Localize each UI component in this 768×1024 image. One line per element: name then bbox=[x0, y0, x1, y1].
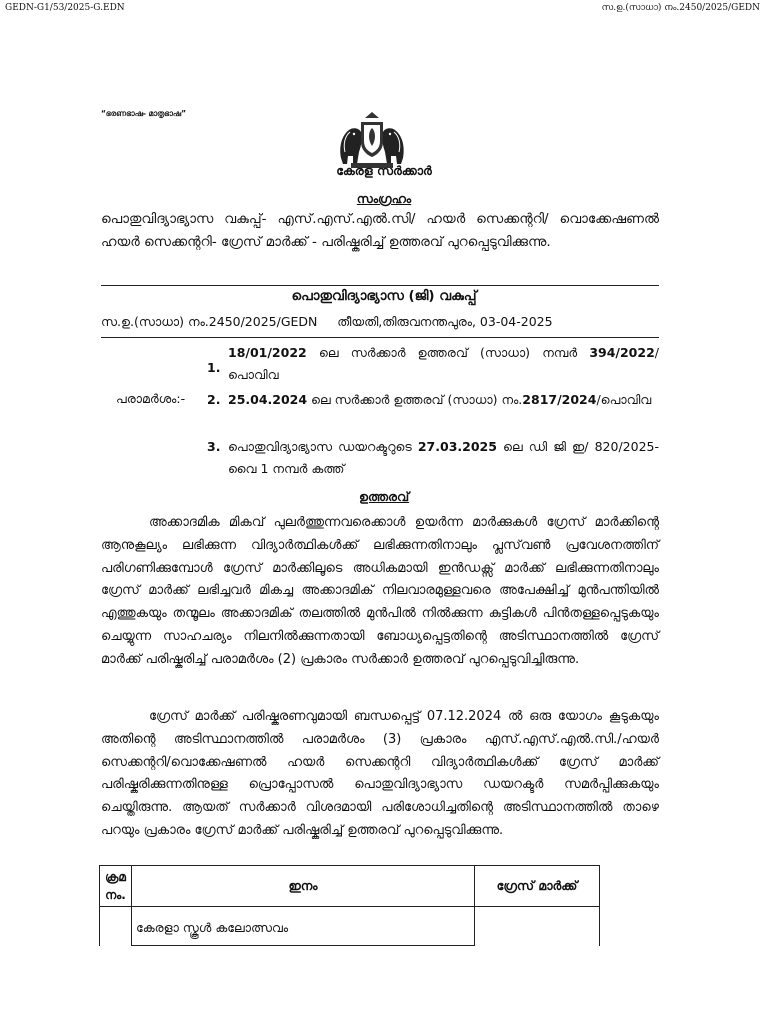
divider-top bbox=[101, 285, 659, 286]
kerala-emblem-icon bbox=[337, 108, 407, 170]
reference-number: 1. bbox=[207, 360, 221, 375]
column-header-serial: ക്രമ നം. bbox=[100, 866, 132, 907]
order-number-date: സ.ഉ.(സാധാ) നം.2450/2025/GEDN തീയതി,തിരുവനന്തപുരം, 03-04-2025 bbox=[101, 314, 553, 329]
department-title: പൊതുവിദ്യാഭ്യാസ (ജി) വകുപ്പ് bbox=[291, 288, 477, 304]
column-header-item: ഇനം bbox=[132, 866, 475, 907]
paragraph-text: അക്കാദമിക മികവ് പുലർത്തുന്നവരെക്കാൾ ഉയർന്ന മാർക്കുകൾ ഗ്രേസ് മാർക്കിന്റെ ആനുകൂല്യം ലഭിക്കുന്ന വിദ്യാർത്ഥികൾക്ക് ലഭിക്കുന്നതിനാലും പ്ലസ്‌വൺ പ്രവേശനത്തിന് പരിഗണിക്കുമ്പോൾ ഗ്രേസ് മാർക്കിലൂടെ അധികമായി ഇൻഡക്സ് മാർക്ക് ലഭിക്കുന്നതിനാലും ഗ്രേസ് മാർക്ക് ലഭിച്ചവർ മികച്ച അക്കാദമിക് നിലവാരമുള്ളവരെ അപേക്ഷിച്ച് മുൻപന്തിയിൽ എത്തുകയും തന്മൂലം അക്കാദമിക് തലത്തിൽ മുൻപിൽ നിൽക്കുന്ന കുട്ടികൾ പിൻതള്ളപ്പെടുകയും ചെയ്യുന്ന സാഹചര്യം നിലനിൽക്കുന്നതായി ബോധ്യപ്പെട്ടതിന്റെ അടിസ്ഥാനത്തിൽ ഗ്രേസ് മാർക്ക് പരിഷ്കരിച്ച് പരാമർശം (2) പ്രകാരം സർക്കാർ ഉത്തരവ് പുറപ്പെടുവിച്ചിരുന്നു. bbox=[101, 515, 659, 667]
reference-suffix: /പൊവിവ bbox=[228, 345, 659, 382]
reference-text: പൊതുവിദ്യാഭ്യാസ ഡയറക്ടറുടെ bbox=[228, 439, 418, 454]
motto: “ഭരണഭാഷ- മാതൃഭാഷ” bbox=[101, 109, 187, 118]
reference-number: 2. bbox=[207, 392, 221, 407]
references-label: പരാമർശം:- bbox=[116, 391, 186, 406]
reference-item bbox=[207, 436, 659, 480]
reference-number-bold: 27.03.2025 bbox=[417, 439, 497, 454]
summary-heading: സംഗ്രഹം bbox=[356, 191, 412, 206]
reference-suffix: /പൊവിവ bbox=[596, 392, 652, 407]
reference-number-bold: 394/2022 bbox=[589, 345, 655, 360]
order-paragraph-1 bbox=[101, 512, 659, 672]
grace-mark-table bbox=[99, 865, 600, 946]
reference-item bbox=[207, 342, 659, 386]
reference-item bbox=[207, 389, 659, 411]
order-paragraph-2 bbox=[101, 706, 659, 843]
order-heading: ഉത്തരവ് bbox=[358, 489, 410, 504]
reference-suffix: ലെ ഡി ജി ഇ/ 820/2025-വൈ 1 നമ്പർ കത്ത് bbox=[228, 439, 659, 476]
reference-number-bold: 2817/2024 bbox=[522, 392, 597, 407]
reference-date: 18/01/2022 bbox=[228, 345, 307, 360]
column-header-grace-mark: ഗ്രേസ് മാർക്ക് bbox=[475, 866, 600, 907]
table-cell-serial bbox=[100, 907, 132, 946]
table-cell-grace-mark bbox=[475, 907, 600, 946]
table-row bbox=[100, 907, 600, 946]
table-cell-item: കേരളാ സ്കൂൾ കലോത്സവം bbox=[132, 907, 475, 946]
reference-text: ലെ സർക്കാർ ഉത്തരവ് (സാധാ) നമ്പർ bbox=[306, 345, 590, 360]
reference-date: 25.04.2024 bbox=[228, 392, 308, 407]
order-subject: പൊതുവിദ്യാഭ്യാസ വകുപ്പ്- എസ്.എസ്.എൽ.സി/ ഹയർ സെക്കന്ററി/ വൊക്കേഷണൽ ഹയർ സെക്കന്ററി- ഗ്രേസ് മാർക്ക് - പരിഷ്കരിച്ച് ഉത്തരവ് പുറപ്പെടുവിക്കുന്നു. bbox=[101, 211, 659, 250]
table-header-row bbox=[100, 866, 600, 907]
reference-number: 3. bbox=[207, 439, 221, 454]
document-code-left: GEDN-G1/53/2025-G.EDN bbox=[5, 3, 125, 13]
reference-text: ലെ സർക്കാർ ഉത്തരവ് (സാധാ) നം. bbox=[307, 392, 523, 407]
document-code-right: സ.ഉ.(സാധാ) നം.2450/2025/GEDN bbox=[601, 3, 760, 13]
paragraph-text: ഗ്രേസ് മാർക്ക് പരിഷ്കരണവുമായി ബന്ധപ്പെട്ട് 07.12.2024 ൽ ഒരു യോഗം കൂടുകയും അതിന്റെ അടിസ്ഥാനത്തിൽ പരാമർശം (3) പ്രകാരം എസ്.എസ്.എൽ.സി./ഹയർ സെക്കന്ററി/വൊക്കേഷണൽ ഹയർ സെക്കന്ററി വിദ്യാർത്ഥികൾക്ക് ഗ്രേസ് മാർക്ക് പരിഷ്കരിക്കുന്നതിനുള്ള പ്രൊപ്പോസൽ പൊതുവിദ്യാഭ്യാസ ഡയറക്ടർ സമർപ്പിക്കുകയും ചെയ്തിരുന്നു. ആയത് സർക്കാർ വിശദമായി പരിശോധിച്ചതിന്റെ അടിസ്ഥാനത്തിൽ താഴെ പറയും പ്രകാരം ഗ്രേസ് മാർക്ക് പരിഷ്കരിച്ച് ഉത്തരവ് പുറപ്പെടുവിക്കുന്നു. bbox=[101, 709, 659, 838]
government-title: കേരള സർക്കാർ bbox=[336, 163, 432, 178]
divider-bottom bbox=[101, 337, 659, 338]
